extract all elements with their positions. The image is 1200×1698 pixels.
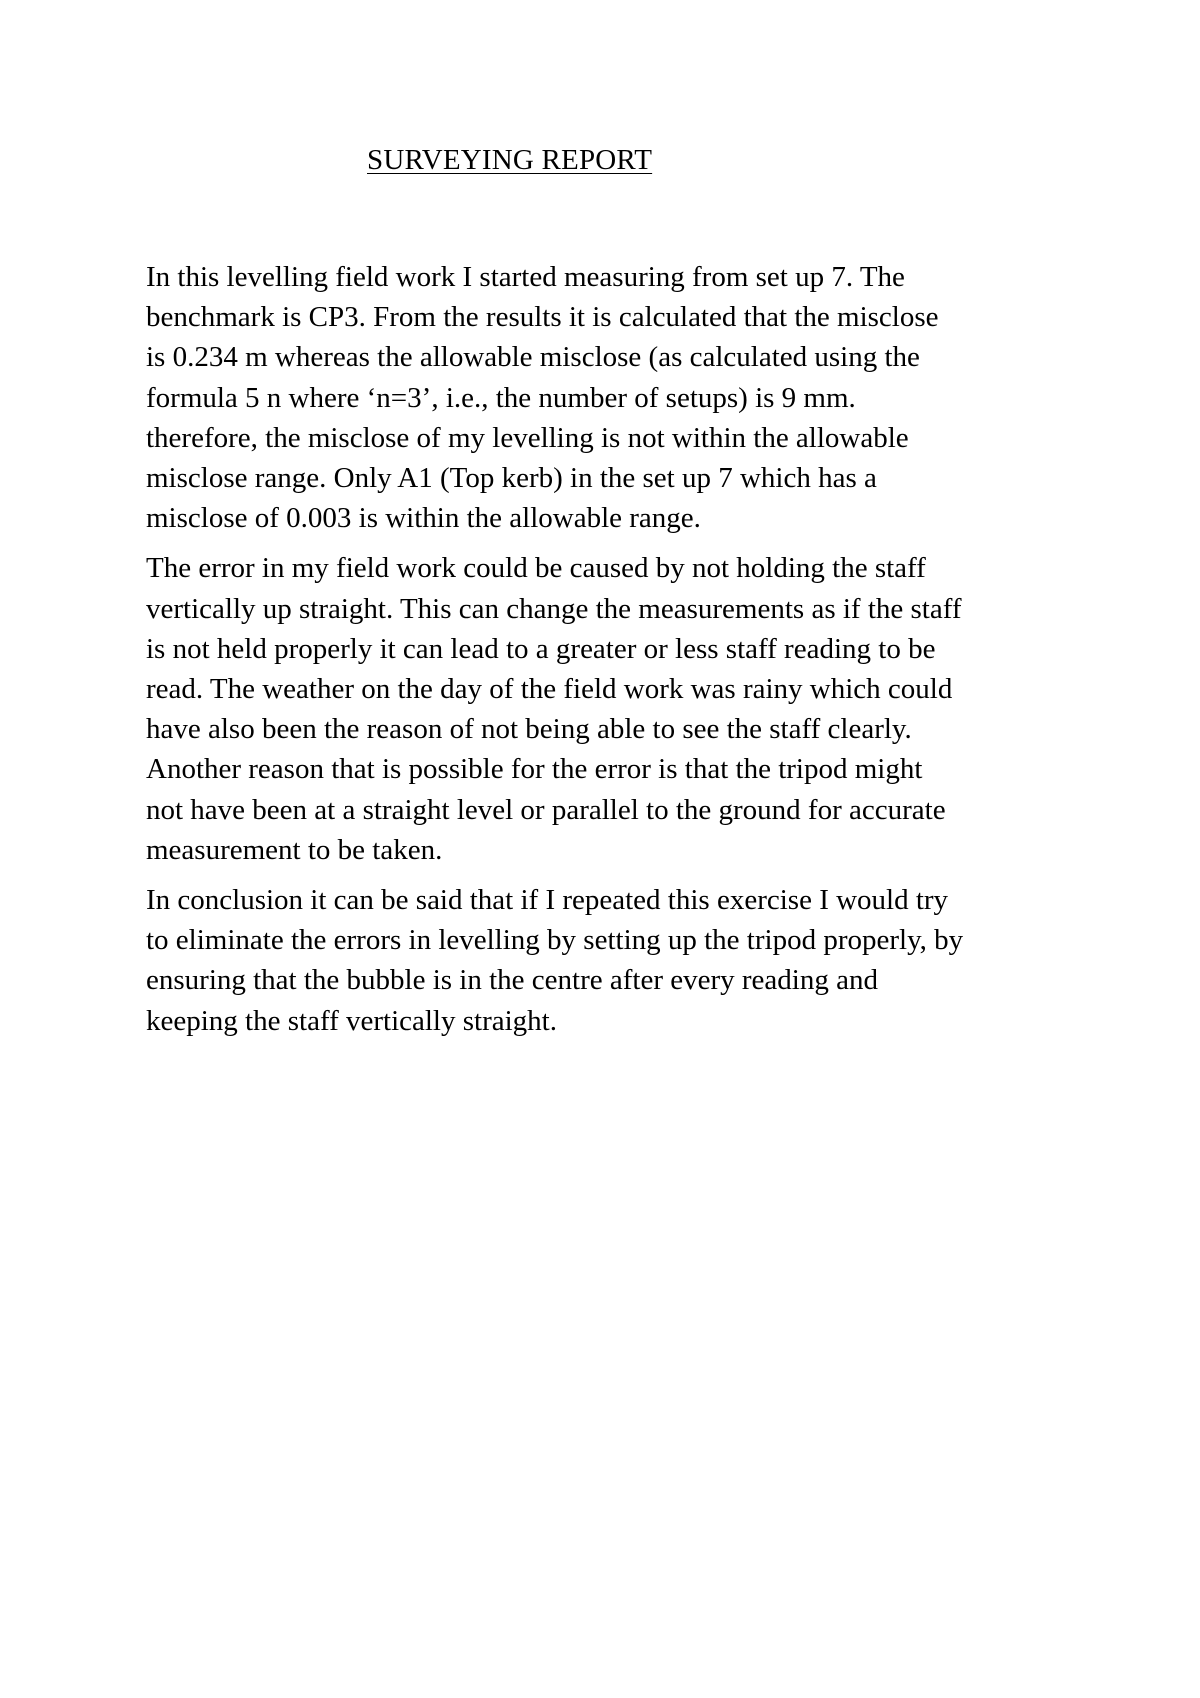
- text-line: therefore, the misclose of my levelling is not within the allowable: [146, 421, 909, 454]
- text-line: ensuring that the bubble is in the centre after every reading and: [146, 964, 878, 997]
- text-line: misclose range. Only A1 (Top kerb) in the set up 7 which has a: [146, 462, 877, 495]
- text-line: In conclusion it can be said that if I repeated this exercise I would try: [146, 884, 949, 917]
- text-line: have also been the reason of not being able to see the staff clearly.: [146, 713, 912, 746]
- text-line: In this levelling field work I started measuring from set up 7. The: [146, 261, 905, 293]
- text-line: is 0.234 m whereas the allowable misclose (as calculated using the: [146, 341, 920, 374]
- text-line: read. The weather on the day of the field work was rainy which could: [146, 673, 953, 706]
- paragraph-errors: [146, 548, 1076, 870]
- report-body: [146, 257, 1076, 1051]
- text-line: to eliminate the errors in levelling by setting up the tripod properly, by: [146, 924, 964, 957]
- paragraph-conclusion: [146, 880, 1076, 1041]
- text-line: vertically up straight. This can change the measurements as if the staff: [146, 592, 962, 625]
- paragraph-results: [146, 257, 1076, 538]
- text-line: benchmark is CP3. From the results it is calculated that the misclose: [146, 301, 939, 334]
- text-line: Another reason that is possible for the error is that the tripod might: [146, 753, 923, 786]
- text-line: measurement to be taken.: [146, 833, 443, 866]
- report-title: SURVEYING REPORT: [367, 144, 653, 176]
- text-line: keeping the staff vertically straight.: [146, 1004, 557, 1037]
- text-line: misclose of 0.003 is within the allowable range.: [146, 502, 701, 535]
- text-line: not have been at a straight level or parallel to the ground for accurate: [146, 793, 946, 826]
- text-line: is not held properly it can lead to a greater or less staff reading to be: [146, 632, 936, 665]
- text-line: formula 5 n where ‘n=3’, i.e., the number of setups) is 9 mm.: [146, 381, 856, 414]
- text-line: The error in my field work could be caused by not holding the staff: [146, 552, 926, 585]
